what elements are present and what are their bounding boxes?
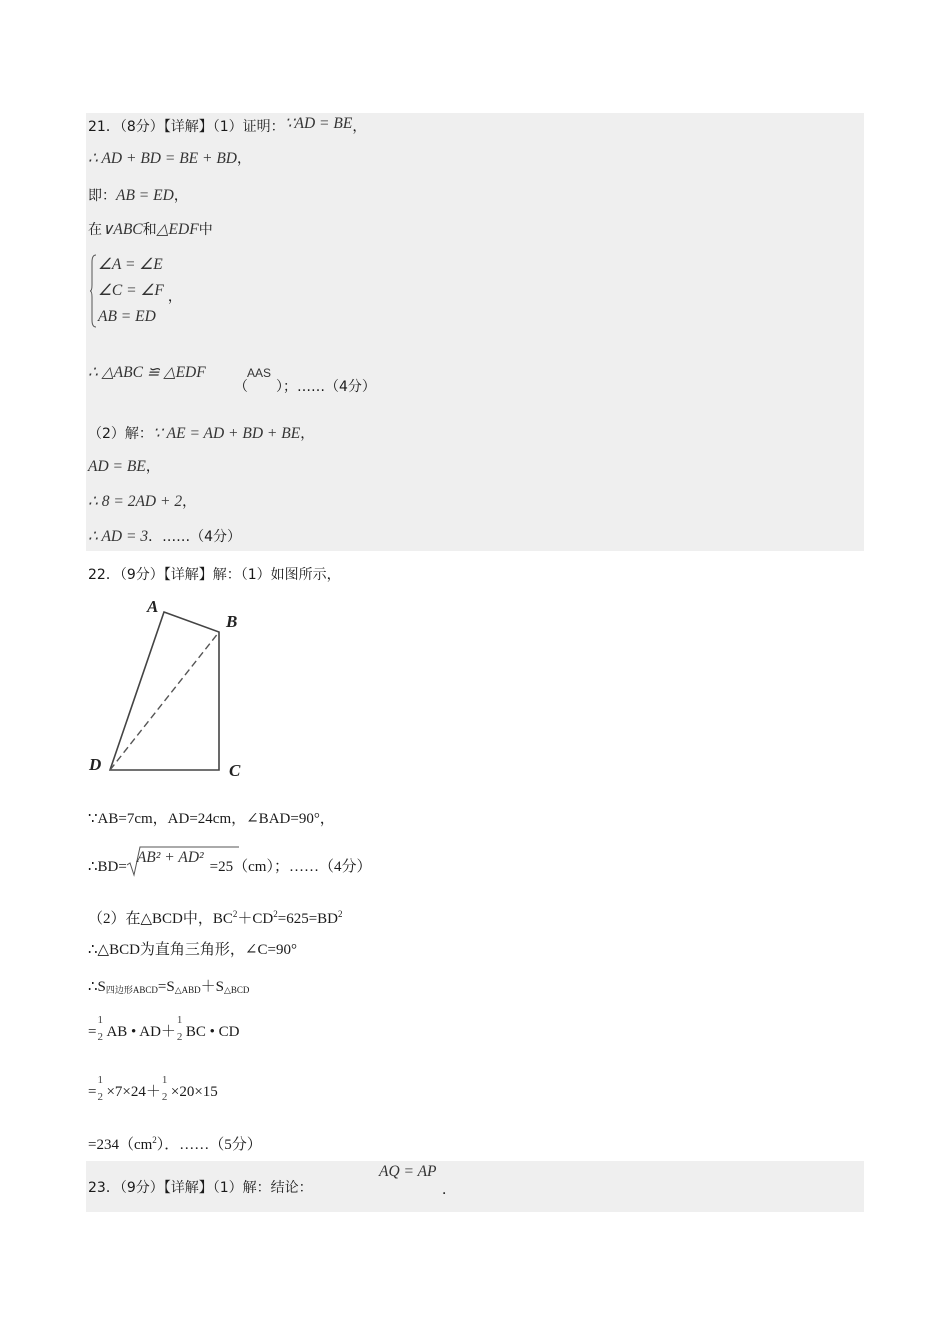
q22-area-formula-line: = 1 2 AB • AD＋ 1 2 BC • CD xyxy=(88,1013,240,1043)
vertex-label-d: D xyxy=(89,755,102,774)
quadrilateral-figure xyxy=(80,590,260,790)
q22-right-triangle-line: ∴△BCD为直角三角形，∠C=90° xyxy=(88,942,297,958)
q21-system-2: ∠C = ∠F ， xyxy=(98,282,182,305)
q23-heading: 23．（9分）【详解】（1）解：结论： xyxy=(88,1180,313,1196)
q21-line-4: 在∨ABC和△EDF中 xyxy=(88,221,213,238)
q21-line-5: ∴ △ABC ≌ △EDF xyxy=(88,364,206,381)
q21-line-2: ∴ AD + BD = BE + BD， xyxy=(88,150,252,167)
q21-system-1: ∠A = ∠E xyxy=(98,256,163,273)
q21-line-3: 即：AB = ED， xyxy=(88,187,188,204)
left-brace-icon xyxy=(90,254,96,328)
q22-area-line: $\therefore S_{四边形ABCD}=S_{\triangle ABD}+S_{\triangle BCD}$ xyxy=(88,979,250,995)
q21-system-3: AB = ED xyxy=(98,308,156,325)
q21-line-5b: （ ）；……（4分） xyxy=(234,379,376,395)
fraction-half: 1 2 xyxy=(97,1073,103,1103)
q22-area-numbers-line: = 1 2 ×7×24＋ 1 2 ×20×15 xyxy=(88,1073,218,1103)
q22-heading: 22．（9分）【详解】解：（1）如图所示， xyxy=(88,567,341,583)
q22-part2-line: （2）在△BCD中，$BC^2+CD^2=625=BD^2$ xyxy=(88,909,343,927)
vertex-label-c: C xyxy=(229,761,241,780)
q21-aas-label: AAS xyxy=(247,366,272,380)
vertex-label-b: B xyxy=(226,612,238,631)
q23-period: ． xyxy=(442,1182,456,1198)
vertex-label-a: A xyxy=(147,597,159,616)
q21-part2-line-4: ∴ AD = 3．……（4分） xyxy=(88,528,241,545)
diagonal-bd xyxy=(110,632,219,770)
q22-given-line: ∵AB=7cm，AD=24cm，∠BAD=90°， xyxy=(88,811,335,827)
q21-shaded-block xyxy=(86,113,864,551)
fraction-half: 1 2 xyxy=(97,1013,103,1043)
fraction-half: 1 2 xyxy=(161,1073,168,1103)
sqrt-expression: AB² + AD² xyxy=(127,857,210,877)
q22-result-line: $=234(cm^2)$．……（5分） xyxy=(88,1135,262,1153)
q22-bd-line: ∴BD= AB² + AD²=25（cm）；……（4分） xyxy=(88,849,372,875)
fraction-half: 1 2 xyxy=(176,1013,183,1043)
quadrilateral-abcd xyxy=(110,612,219,770)
q23-conclusion-math: AQ = AP xyxy=(379,1163,437,1180)
q21-line-1: 21．（8分）【详解】（1）证明：∵AD = BE， xyxy=(88,115,367,135)
q21-part2-line-1: （2）解：∵ AE = AD + BD + BE， xyxy=(88,425,315,442)
q21-part2-line-2: AD = BE， xyxy=(88,458,160,475)
q21-part2-line-3: ∴ 8 = 2AD + 2， xyxy=(88,493,197,510)
